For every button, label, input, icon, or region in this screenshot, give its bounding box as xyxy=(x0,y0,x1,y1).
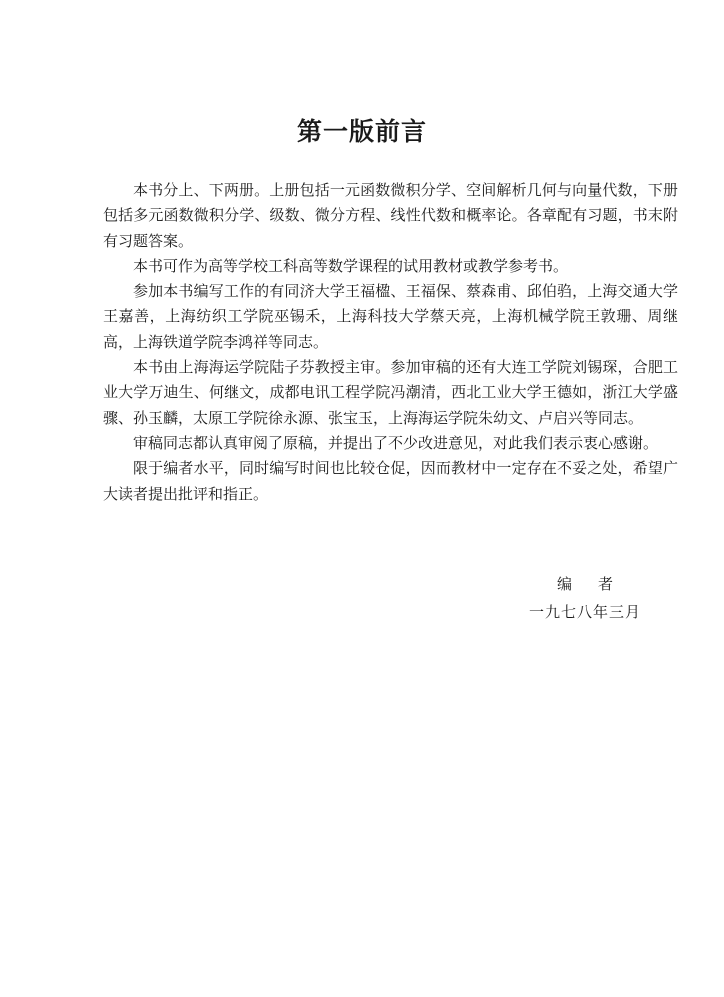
paragraph-5: 审稿同志都认真审阅了原稿，并提出了不少改进意见，对此我们表示衷心感谢。 xyxy=(133,433,659,452)
paragraph-6: 限于编者水平，同时编写时间也比较仓促，因而教材中一定存在不妥之处，希望广大读者提出批评和指正。 xyxy=(103,459,678,503)
paragraph-4: 本书由上海海运学院陆子芬教授主审。参加审稿的还有大连工学院刘锡琛，合肥工业大学万迪生、何继文，成都电讯工程学院冯潮清，西北工业大学王德如，浙江大学盛骤、孙玉麟，太原工学院徐永源、张宝玉，上海海运学院朱幼文、卢启兴等同志。 xyxy=(103,358,678,427)
page-title: 第一版前言 xyxy=(296,117,427,146)
signature-date: 一九七八年三月 xyxy=(528,603,641,621)
paragraph-2: 本书可作为高等学校工科高等数学课程的试用教材或教学参考书。 xyxy=(133,256,569,275)
preface-body xyxy=(103,178,678,507)
paragraph-3: 参加本书编写工作的有同济大学王福楹、王福保、蔡森甫、邱伯驺，上海交通大学王嘉善，上海纺织工学院巫锡禾，上海科技大学蔡天亮，上海机械学院王敦珊、周继高，上海铁道学院李鸿祥等同志。 xyxy=(103,282,678,351)
signature-block xyxy=(520,570,650,626)
signature-author: 编者 xyxy=(556,575,639,593)
paragraph-1: 本书分上、下两册。上册包括一元函数微积分学、空间解析几何与向量代数，下册包括多元函数微积分学、级数、微分方程、线性代数和概率论。各章配有习题，书末附有习题答案。 xyxy=(103,181,678,250)
